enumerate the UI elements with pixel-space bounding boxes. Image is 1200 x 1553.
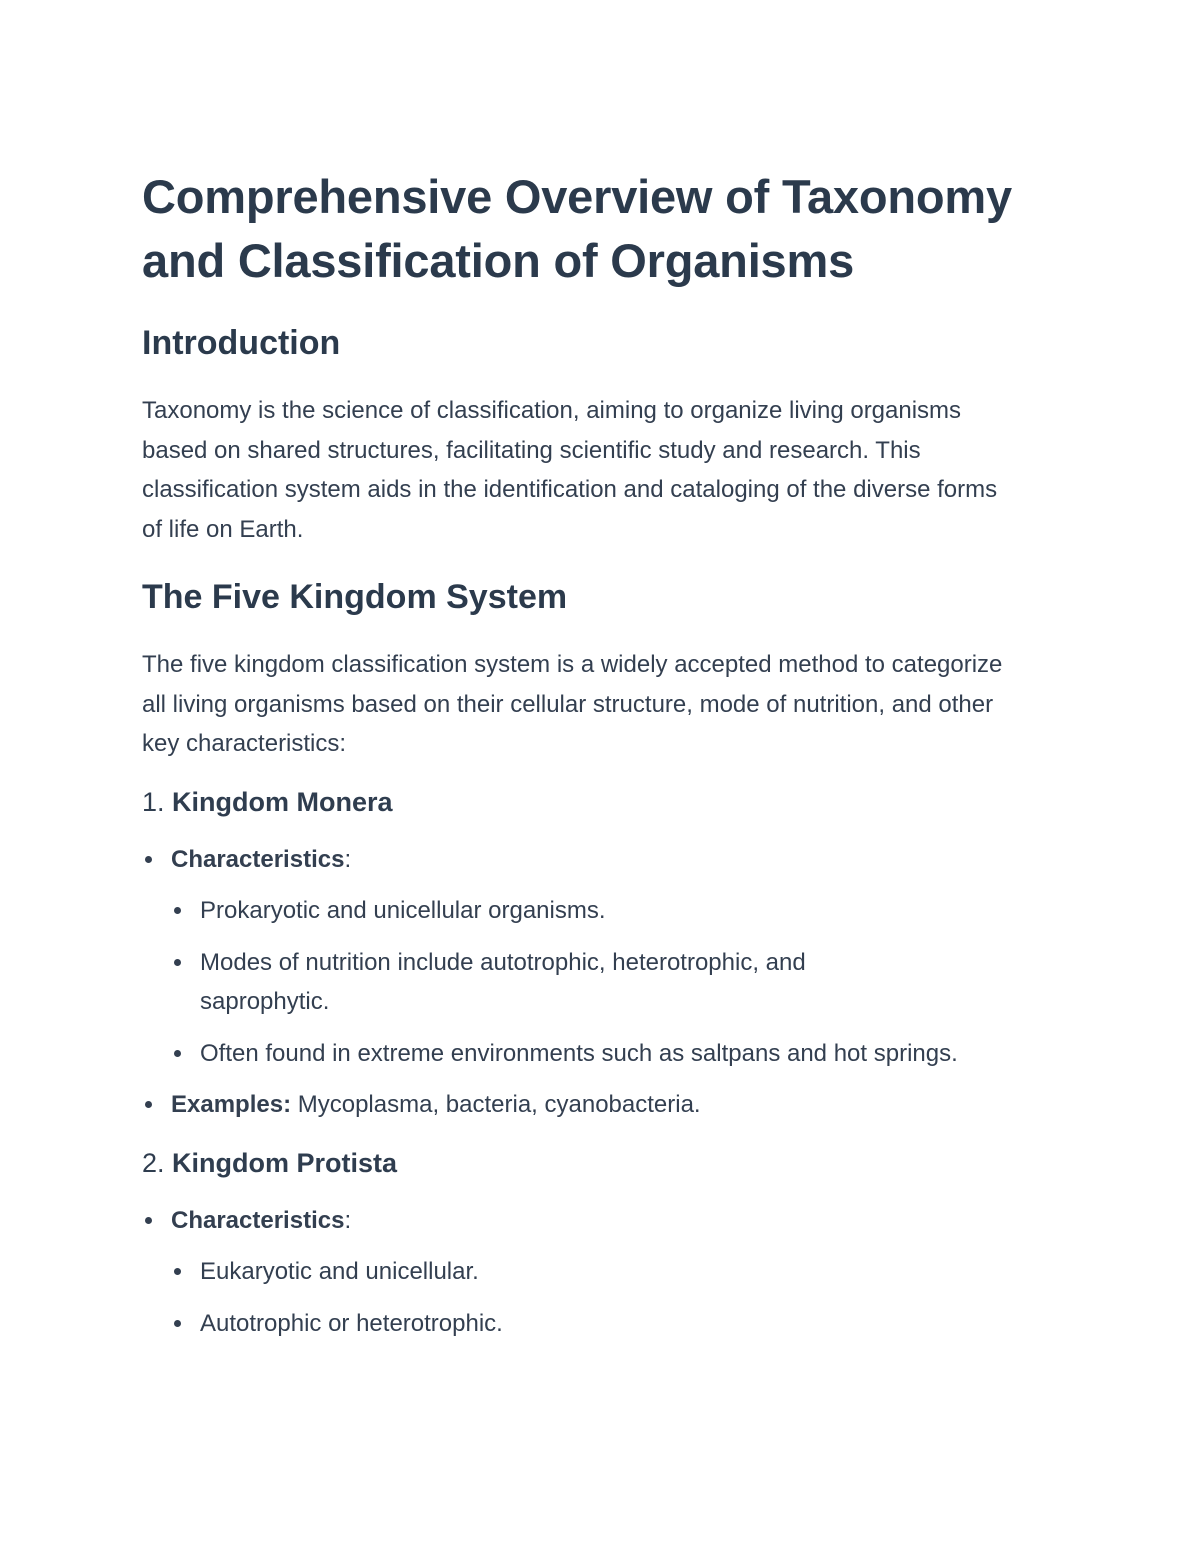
section-heading-introduction: Introduction [142, 324, 341, 362]
monera-characteristics-list [171, 891, 1042, 1073]
characteristics-label: Characteristics [171, 845, 345, 873]
list-item: Autotrophic or heterotrophic. [171, 1304, 1042, 1344]
document-title: Comprehensive Overview of Taxonomy and Classification of Organisms [142, 170, 1012, 287]
section-heading-five-kingdom: The Five Kingdom System [142, 578, 568, 616]
list-item-characteristics: Characteristics: Prokaryotic and unicellular organisms. Modes of nutrition include autotrophic, heterotrophic, and saprophytic. Often found in extreme environments such as saltpans and hot springs. [142, 840, 1042, 1074]
kingdom-heading-protista [142, 1145, 1042, 1181]
list-item: Eukaryotic and unicellular. [171, 1252, 1042, 1292]
protista-list [142, 1201, 1042, 1344]
examples-label: Examples: [171, 1091, 292, 1118]
characteristics-label: Characteristics [171, 1206, 345, 1234]
five-kingdom-paragraph: The five kingdom classification system is a widely accepted method to categorize all living organisms based on their cellular structure, mode of nutrition, and other key characteristics: [142, 651, 1003, 757]
list-item: Modes of nutrition include autotrophic, heterotrophic, and saprophytic. [171, 943, 940, 1022]
kingdom-number: 2. [142, 1147, 165, 1178]
document-page [142, 165, 1042, 1355]
list-item-examples [142, 1085, 1042, 1125]
kingdom-heading-monera [142, 784, 1042, 820]
monera-list [142, 840, 1042, 1125]
examples-text: Mycoplasma, bacteria, cyanobacteria. [297, 1091, 701, 1118]
list-item-characteristics: Characteristics: Eukaryotic and unicellular. Autotrophic or heterotrophic. [142, 1201, 1042, 1344]
kingdom-number: 1. [142, 786, 165, 817]
kingdom-name: Kingdom Protista [172, 1147, 398, 1178]
kingdom-name: Kingdom Monera [172, 786, 393, 817]
list-item: Prokaryotic and unicellular organisms. [171, 891, 1042, 931]
protista-characteristics-list [171, 1252, 1042, 1343]
introduction-paragraph: Taxonomy is the science of classification, aiming to organize living organisms based on shared structures, facilitating scientific study and research. This classification system aids in the identification and cataloging of the diverse forms of life on Earth. [142, 397, 998, 543]
list-item: Often found in extreme environments such as saltpans and hot springs. [171, 1034, 990, 1074]
